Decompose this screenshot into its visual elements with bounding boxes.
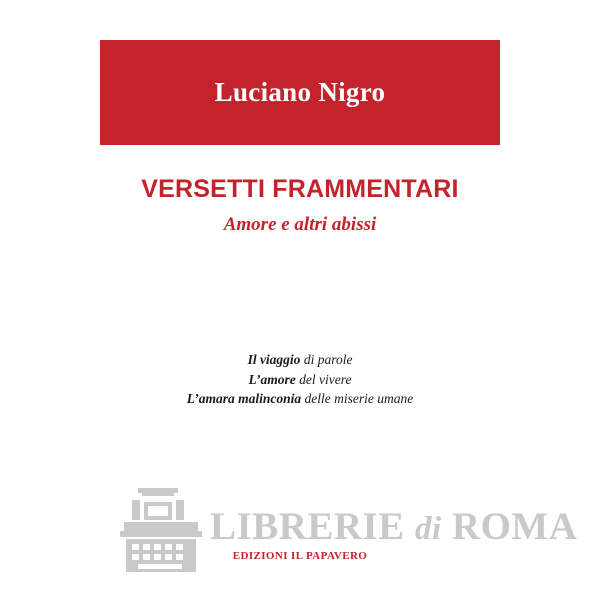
publisher-name: EDIZIONI IL PAPAVERO [232,550,368,562]
book-title: VERSETTI FRAMMENTARI [141,175,459,203]
section-line [100,350,500,370]
section-rest: del vivere [295,371,352,387]
section-emphasis: L’amore [248,371,296,387]
book-subtitle: Amore e altri abissi [223,213,377,235]
title-block [100,175,500,236]
cover-sheet [100,10,500,590]
section-rest: delle miserie umane [301,391,414,407]
watermark-text-di: di [414,511,442,547]
watermark-text-part1: LIBRERIE [210,505,415,548]
section-emphasis: L’amara malinconia [186,391,302,407]
section-rest: di parole [300,352,353,367]
section-emphasis: Il viaggio [247,352,301,367]
section-line [100,370,500,390]
section-list [100,350,500,409]
section-line [100,389,500,409]
watermark-text-part2: ROMA [441,505,578,548]
author-band [100,40,500,145]
author-name: Luciano Nigro [214,77,386,107]
